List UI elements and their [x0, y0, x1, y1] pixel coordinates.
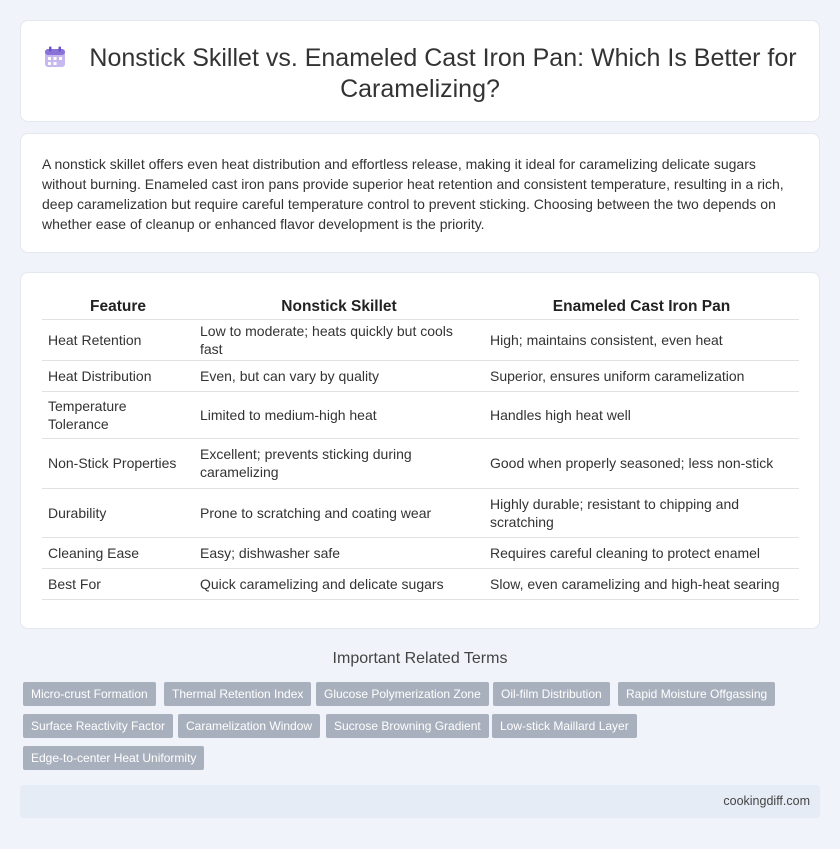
table-row: [42, 319, 799, 360]
title-line-1: Nonstick Skillet vs. Enameled Cast Iron Pan: Which Is Better for: [89, 44, 797, 72]
title-line-2: Caramelizing?: [340, 75, 500, 103]
row-cast-iron: Highly durable; resistant to chipping and scratching: [484, 488, 799, 537]
footer: [20, 785, 820, 818]
tag-low-stick-maillard-layer[interactable]: Low-stick Maillard Layer: [492, 714, 637, 738]
header-cast-iron: Enameled Cast Iron Pan: [484, 295, 799, 319]
row-feature: Best For: [42, 568, 194, 599]
table-row: [42, 568, 799, 599]
header-feature: Feature: [42, 295, 194, 319]
row-feature: Heat Distribution: [42, 360, 194, 391]
row-feature: Non-Stick Properties: [42, 438, 194, 488]
table-header-row: [42, 295, 799, 319]
summary-card: [20, 133, 820, 253]
table-row: [42, 391, 799, 438]
row-nonstick: Even, but can vary by quality: [194, 360, 484, 391]
row-nonstick: Prone to scratching and coating wear: [194, 488, 484, 537]
row-feature: Cleaning Ease: [42, 537, 194, 568]
related-terms-title: Important Related Terms: [332, 650, 508, 667]
row-nonstick: Easy; dishwasher safe: [194, 537, 484, 568]
tag-caramelization-window[interactable]: Caramelization Window: [178, 714, 320, 738]
tag-oil-film-distribution[interactable]: Oil-film Distribution: [493, 682, 610, 706]
row-cast-iron: Superior, ensures uniform caramelization: [484, 360, 799, 391]
row-cast-iron: High; maintains consistent, even heat: [484, 319, 799, 360]
row-cast-iron: Slow, even caramelizing and high-heat searing: [484, 568, 799, 599]
row-cast-iron: Requires careful cleaning to protect enamel: [484, 537, 799, 568]
title-card: [20, 20, 820, 122]
tag-rapid-moisture-offgassing[interactable]: Rapid Moisture Offgassing: [618, 682, 775, 706]
tag-thermal-retention-index[interactable]: Thermal Retention Index: [164, 682, 311, 706]
summary-text: A nonstick skillet offers even heat distribution and effortless release, making it ideal for caramelizing delicate sugars without burning. Enameled cast iron pans provide superior heat retention and consistent temperature, resulting in a rich, deep caramelization but require careful temperature control to prevent sticking. Choosing between the two depends on whether ease of cleanup or enhanced flavor development is the priority.: [42, 156, 784, 232]
comparison-table: [42, 295, 799, 600]
row-feature: Durability: [42, 488, 194, 537]
tag-micro-crust-formation[interactable]: Micro-crust Formation: [23, 682, 156, 706]
comparison-card: [20, 272, 820, 629]
tag-sucrose-browning-gradient[interactable]: Sucrose Browning Gradient: [326, 714, 489, 738]
calendar-icon: [43, 45, 67, 69]
row-feature: Temperature Tolerance: [42, 391, 194, 438]
row-cast-iron: Handles high heat well: [484, 391, 799, 438]
row-nonstick: Excellent; prevents sticking during caramelizing: [194, 438, 484, 488]
table-row: [42, 438, 799, 488]
footer-site-link[interactable]: cookingdiff.com: [723, 794, 810, 808]
row-nonstick: Quick caramelizing and delicate sugars: [194, 568, 484, 599]
tag-glucose-polymerization-zone[interactable]: Glucose Polymerization Zone: [316, 682, 489, 706]
header-nonstick: Nonstick Skillet: [194, 295, 484, 319]
page-title: [21, 43, 819, 105]
table-row: [42, 488, 799, 537]
row-feature: Heat Retention: [42, 319, 194, 360]
row-cast-iron: Good when properly seasoned; less non-stick: [484, 438, 799, 488]
row-nonstick: Low to moderate; heats quickly but cools fast: [194, 319, 484, 360]
tag-edge-to-center-heat-uniformity[interactable]: Edge-to-center Heat Uniformity: [23, 746, 204, 770]
tag-surface-reactivity-factor[interactable]: Surface Reactivity Factor: [23, 714, 173, 738]
table-row: [42, 360, 799, 391]
table-row: [42, 537, 799, 568]
row-nonstick: Limited to medium-high heat: [194, 391, 484, 438]
